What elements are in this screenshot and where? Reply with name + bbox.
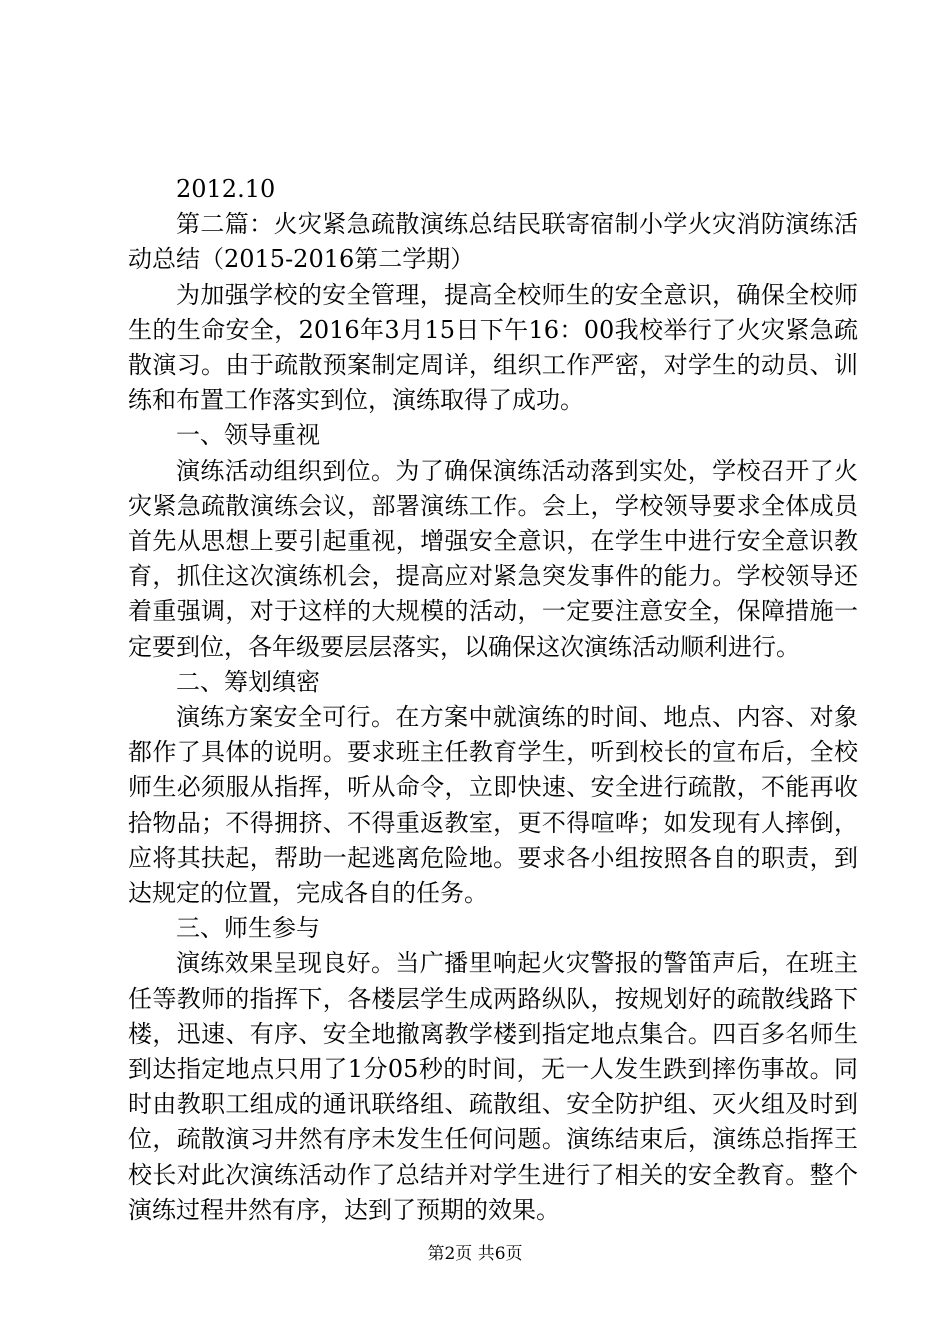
section-heading-participation: 三、师生参与	[176, 914, 320, 943]
article-title: 第二篇：火灾紧急疏散演练总结民联寄宿制小学火灾消防演练活动总结（2015-2016第二学期）	[128, 210, 858, 274]
section-body-participation: 演练效果呈现良好。当广播里响起火灾警报的警笛声后，在班主任等教师的指挥下，各楼层学生成两路纵队，按规划好的疏散线路下楼，迅速、有序、安全地撤离教学楼到指定地点集合。四百多名师生到达指定地点只用了1分05秒的时间，无一人发生跌到摔伤事故。同时由教职工组成的通讯联络组、疏散组、安全防护组、灭火组及时到位，疏散演习井然有序未发生任何问题。演练结束后，演练总指挥王校长对此次演练活动作了总结并对学生进行了相关的安全教育。整个演练过程井然有序，达到了预期的效果。	[128, 949, 858, 1224]
page-number: 第2页 共6页	[427, 1244, 523, 1264]
intro-paragraph: 为加强学校的安全管理，提高全校师生的安全意识，确保全校师生的生命安全，2016年3月15日下午16：00我校举行了火灾紧急疏散演习。由于疏散预案制定周详，组织工作严密，对学生的动员、训练和布置工作落实到位，演练取得了成功。	[128, 280, 858, 415]
section-heading-leadership: 一、领导重视	[176, 421, 320, 450]
section-heading-planning: 二、筹划缜密	[176, 667, 320, 696]
section-body-leadership: 演练活动组织到位。为了确保演练活动落到实处，学校召开了火灾紧急疏散演练会议，部署演练工作。会上，学校领导要求全体成员首先从思想上要引起重视，增强安全意识，在学生中进行安全意识教育，抓住这次演练机会，提高应对紧急突发事件的能力。学校领导还着重强调，对于这样的大规模的活动，一定要注意安全，保障措施一定要到位，各年级要层层落实，以确保这次演练活动顺利进行。	[128, 456, 858, 661]
document-date: 2012.10	[176, 175, 276, 203]
section-body-planning: 演练方案安全可行。在方案中就演练的时间、地点、内容、对象都作了具体的说明。要求班主任教育学生，听到校长的宣布后，全校师生必须服从指挥，听从命令，立即快速、安全进行疏散，不能再收拾物品；不得拥挤、不得重返教室，更不得喧哗；如发现有人摔倒，应将其扶起，帮助一起逃离危险地。要求各小组按照各自的职责，到达规定的位置，完成各自的任务。	[128, 703, 858, 908]
page-footer	[0, 1243, 950, 1265]
document-body	[128, 172, 858, 1228]
